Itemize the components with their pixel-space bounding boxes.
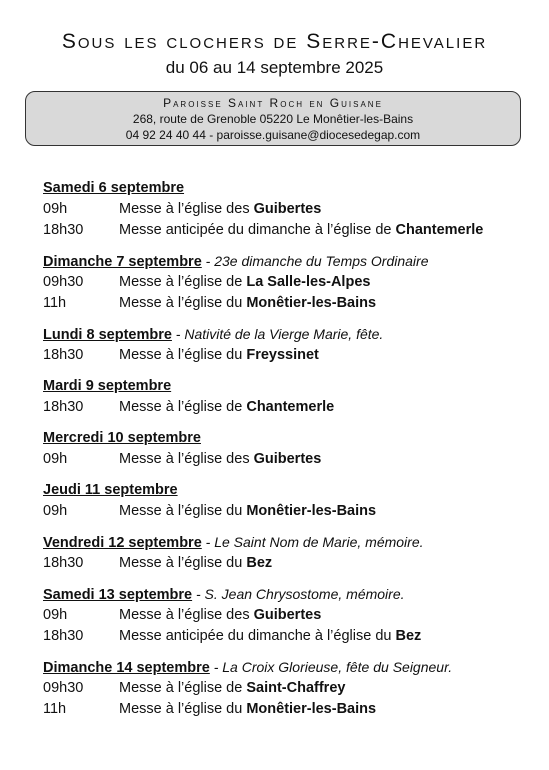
mass-text: Messe à l’église du bbox=[119, 503, 247, 519]
mass-description bbox=[119, 293, 376, 314]
day-date: Mercredi 10 septembre bbox=[43, 430, 201, 446]
mass-row bbox=[43, 678, 523, 699]
parish-info-box bbox=[25, 91, 521, 146]
day-date: Samedi 6 septembre bbox=[43, 180, 185, 196]
mass-text: Messe à l’église de bbox=[119, 680, 247, 696]
day-date: Mardi 9 septembre bbox=[43, 378, 172, 394]
mass-description bbox=[119, 678, 345, 699]
mass-time: 18h30 bbox=[43, 222, 84, 238]
church-location: Guibertes bbox=[253, 607, 322, 623]
mass-row bbox=[43, 605, 523, 626]
mass-description bbox=[119, 272, 370, 293]
mass-description bbox=[119, 397, 334, 418]
day-date: Lundi 8 septembre bbox=[43, 327, 172, 343]
mass-row bbox=[43, 449, 523, 470]
mass-row bbox=[43, 501, 523, 522]
church-location: Freyssinet bbox=[246, 347, 319, 363]
mass-schedule bbox=[43, 178, 523, 730]
day-header bbox=[43, 480, 523, 501]
church-location: Chantemerle bbox=[246, 399, 335, 415]
mass-description bbox=[119, 626, 421, 647]
mass-description bbox=[119, 553, 272, 574]
day-header bbox=[43, 428, 523, 449]
mass-time: 09h bbox=[43, 201, 68, 217]
day-date: Dimanche 7 septembre bbox=[43, 254, 202, 270]
mass-time: 18h30 bbox=[43, 555, 84, 571]
mass-time: 11h bbox=[43, 701, 67, 717]
mass-text: Messe à l’église des bbox=[119, 607, 254, 623]
day-date: Dimanche 14 septembre bbox=[43, 660, 210, 676]
day-header bbox=[43, 376, 523, 397]
day-block bbox=[43, 428, 523, 470]
day-block bbox=[43, 584, 523, 647]
mass-time: 18h30 bbox=[43, 347, 84, 363]
parish-address: 268, route de Grenoble 05220 Le Monêtier-les-Bains bbox=[132, 112, 414, 126]
mass-time: 09h bbox=[43, 607, 68, 623]
page-title: Sous les clochers de Serre-Chevalier bbox=[61, 30, 488, 53]
day-block bbox=[43, 251, 523, 314]
church-location: Saint-Chaffrey bbox=[246, 680, 346, 696]
mass-text: Messe à l’église du bbox=[119, 295, 247, 311]
church-location: Guibertes bbox=[253, 451, 322, 467]
liturgical-note: - La Croix Glorieuse, fête du Seigneur. bbox=[209, 659, 453, 675]
mass-time: 09h bbox=[43, 451, 68, 467]
mass-row bbox=[43, 199, 523, 220]
mass-text: Messe à l’église du bbox=[119, 555, 247, 571]
liturgical-note: - Le Saint Nom de Marie, mémoire. bbox=[201, 534, 424, 550]
mass-description bbox=[119, 220, 483, 241]
mass-time: 11h bbox=[43, 295, 67, 311]
day-block bbox=[43, 657, 523, 720]
day-header bbox=[43, 532, 523, 553]
day-header bbox=[43, 178, 523, 199]
mass-text: Messe anticipée du dimanche à l’église du bbox=[119, 628, 396, 644]
mass-row bbox=[43, 699, 523, 720]
mass-time: 09h30 bbox=[43, 274, 84, 290]
day-header bbox=[43, 657, 523, 678]
church-location: Guibertes bbox=[253, 201, 322, 217]
liturgical-note: - S. Jean Chrysostome, mémoire. bbox=[192, 586, 405, 602]
mass-text: Messe à l’église des bbox=[119, 451, 254, 467]
day-header bbox=[43, 324, 523, 345]
church-location: Bez bbox=[246, 555, 273, 571]
mass-time: 18h30 bbox=[43, 628, 84, 644]
mass-time: 09h bbox=[43, 503, 68, 519]
day-block bbox=[43, 178, 523, 241]
mass-description bbox=[119, 345, 319, 366]
mass-row bbox=[43, 626, 523, 647]
day-date: Samedi 13 septembre bbox=[43, 587, 193, 603]
liturgical-note: - Nativité de la Vierge Marie, fête. bbox=[171, 326, 384, 342]
mass-description bbox=[119, 699, 376, 720]
church-location: Chantemerle bbox=[395, 222, 484, 238]
mass-row bbox=[43, 220, 523, 241]
mass-time: 09h30 bbox=[43, 680, 84, 696]
day-block bbox=[43, 532, 523, 574]
day-block bbox=[43, 324, 523, 366]
mass-description bbox=[119, 449, 321, 470]
parish-name: Paroisse Saint Roch en Guisane bbox=[163, 96, 383, 110]
parish-contact: 04 92 24 40 44 - paroisse.guisane@diocesedegap.com bbox=[125, 128, 421, 142]
mass-time: 18h30 bbox=[43, 399, 84, 415]
day-block bbox=[43, 480, 523, 522]
mass-text: Messe à l’église de bbox=[119, 274, 247, 290]
day-header bbox=[43, 251, 523, 272]
liturgical-note: - 23e dimanche du Temps Ordinaire bbox=[201, 253, 429, 269]
mass-text: Messe à l’église du bbox=[119, 701, 247, 717]
mass-text: Messe à l’église des bbox=[119, 201, 254, 217]
church-location: Bez bbox=[395, 628, 422, 644]
date-range: du 06 au 14 septembre 2025 bbox=[165, 58, 384, 77]
church-location: Monêtier-les-Bains bbox=[246, 503, 377, 519]
day-block bbox=[43, 376, 523, 418]
day-header bbox=[43, 584, 523, 605]
mass-row bbox=[43, 345, 523, 366]
mass-text: Messe anticipée du dimanche à l’église de bbox=[119, 222, 396, 238]
day-date: Jeudi 11 septembre bbox=[43, 482, 178, 498]
mass-text: Messe à l’église de bbox=[119, 399, 247, 415]
mass-description bbox=[119, 199, 321, 220]
mass-text: Messe à l’église du bbox=[119, 347, 247, 363]
mass-row bbox=[43, 553, 523, 574]
mass-description bbox=[119, 501, 376, 522]
mass-row bbox=[43, 272, 523, 293]
mass-row bbox=[43, 397, 523, 418]
mass-description bbox=[119, 605, 321, 626]
church-location: La Salle-les-Alpes bbox=[246, 274, 371, 290]
church-location: Monêtier-les-Bains bbox=[246, 295, 377, 311]
mass-row bbox=[43, 293, 523, 314]
church-location: Monêtier-les-Bains bbox=[246, 701, 377, 717]
day-date: Vendredi 12 septembre bbox=[43, 535, 202, 551]
